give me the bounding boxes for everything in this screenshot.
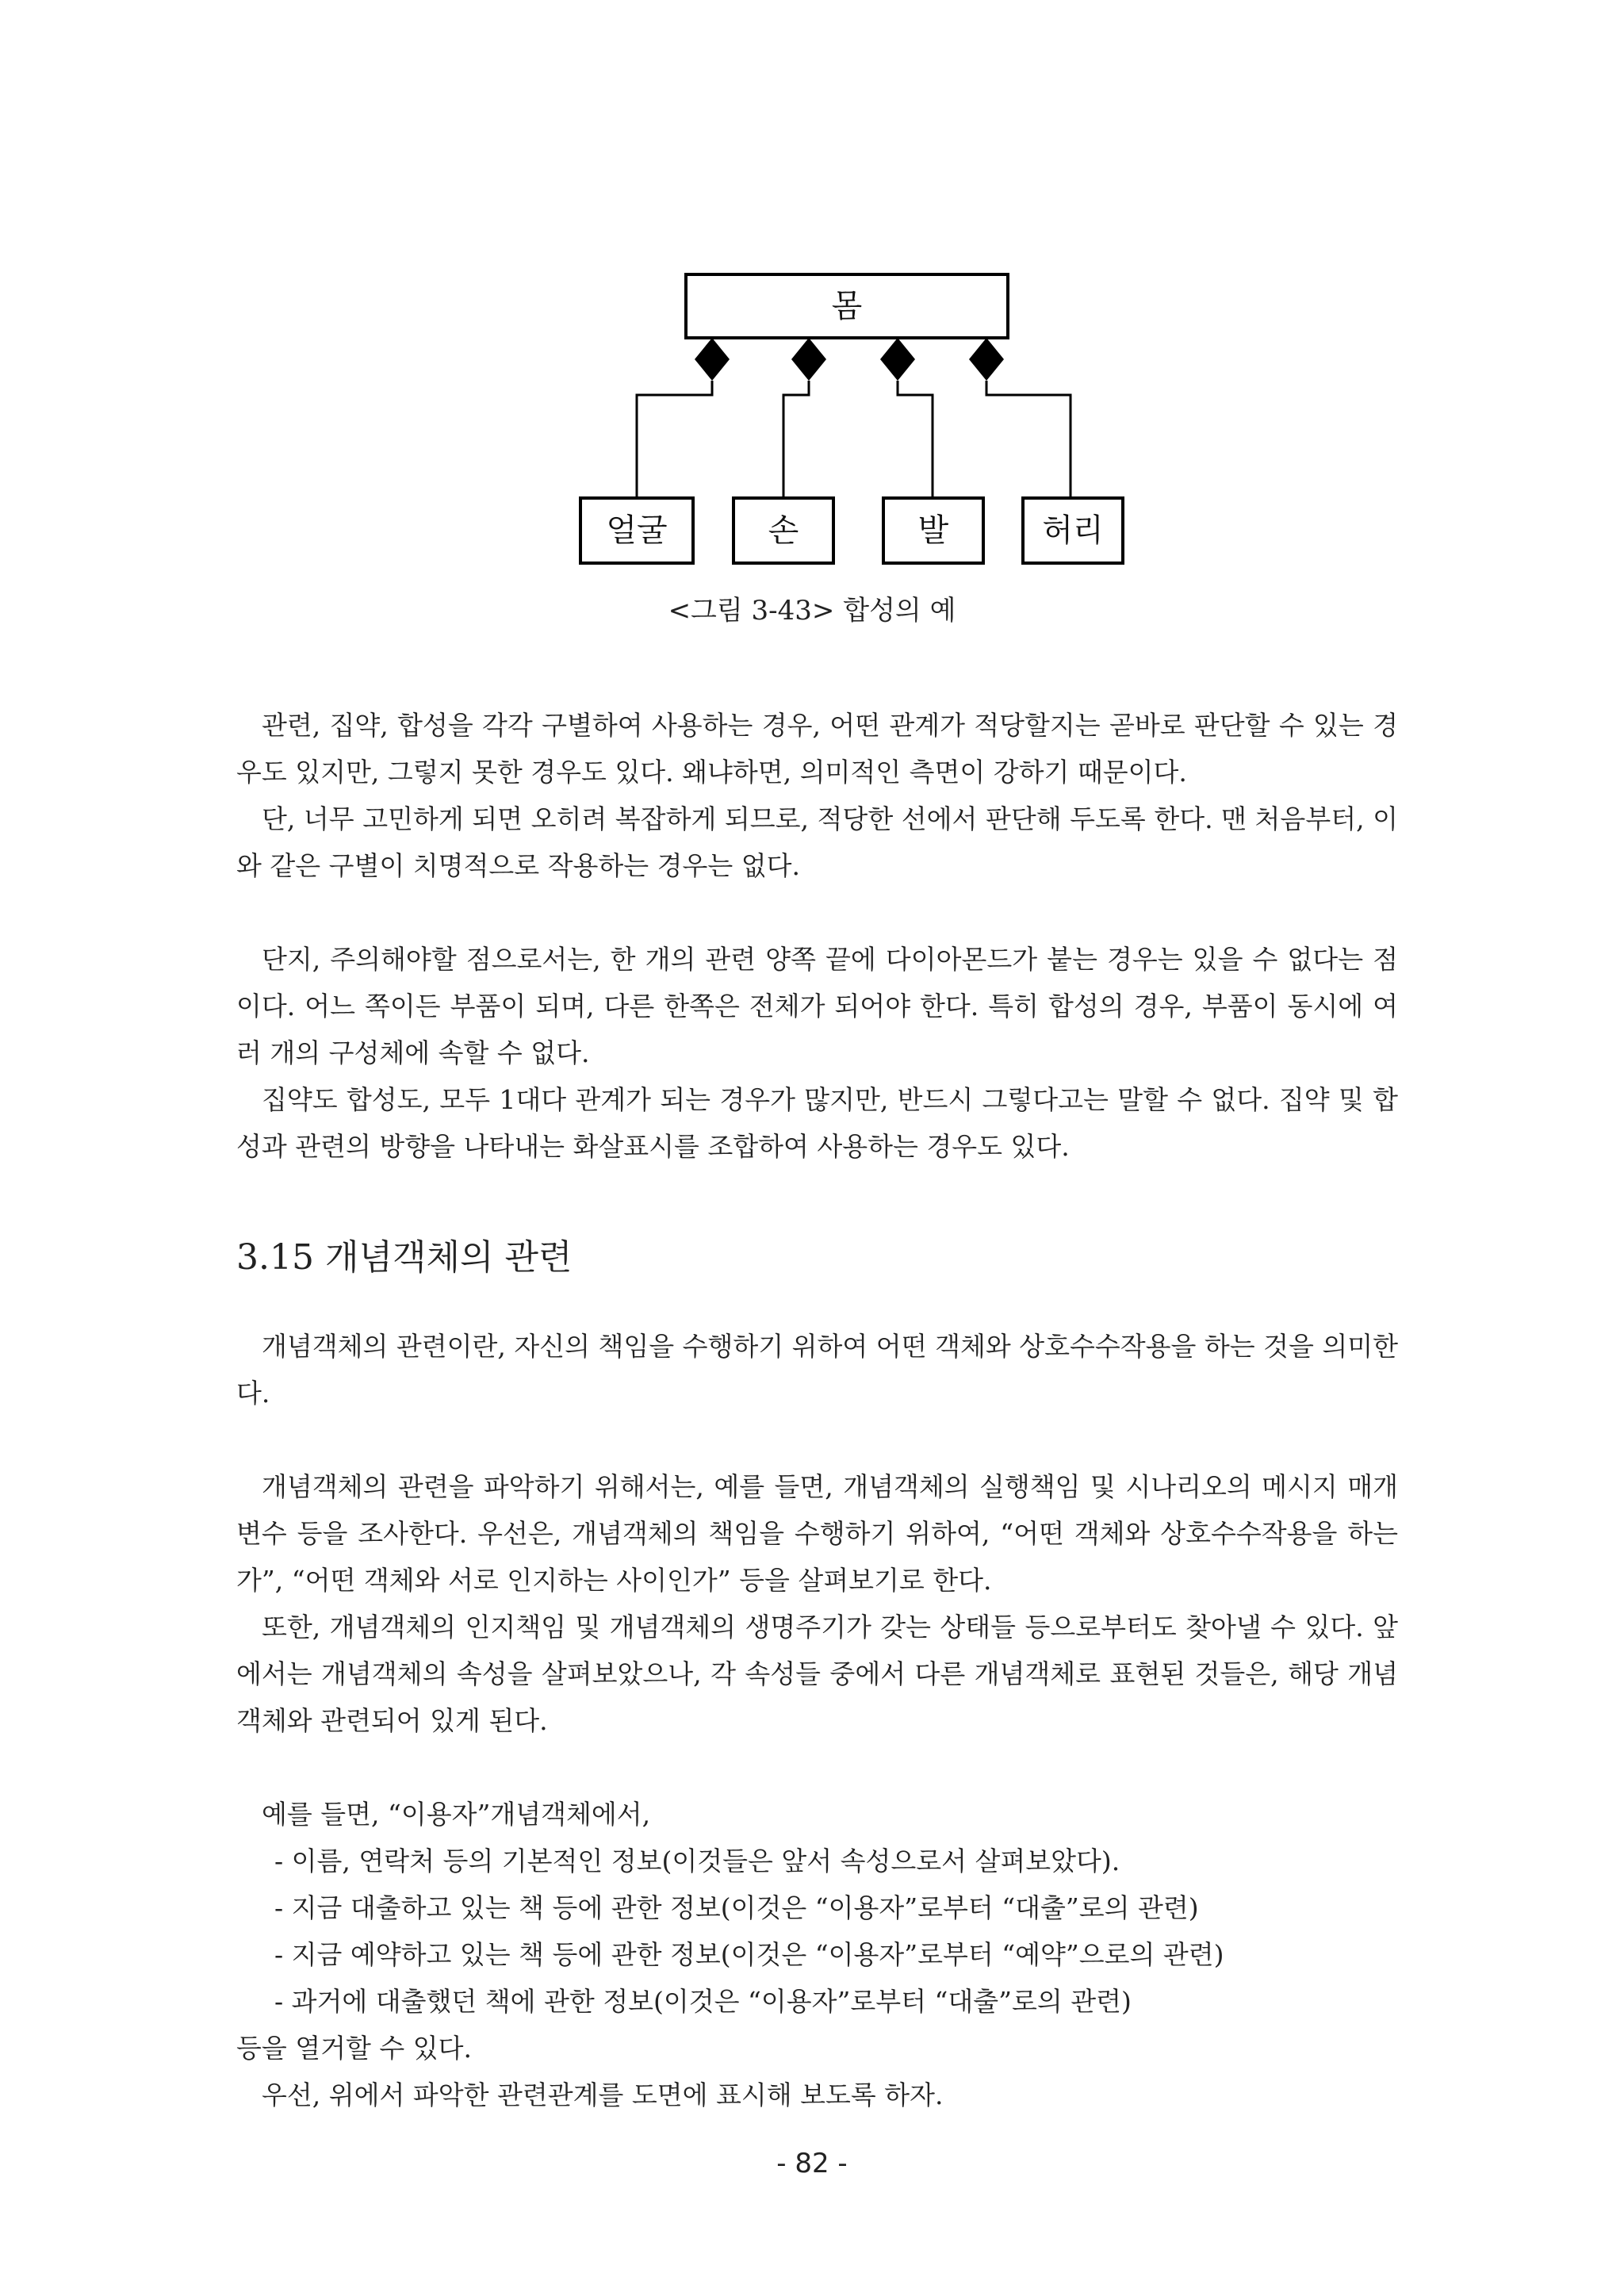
whole-box-label: 몸 xyxy=(831,288,863,324)
paragraph: 우선, 위에서 파악한 관련관계를 도면에 표시해 보도록 하자. xyxy=(262,2079,944,2110)
paragraph: 집약도 합성도, 모두 1대다 관계가 되는 경우가 많지만, 반드시 그렇다고는 말할 수 없다. 집약 및 합성과 관련의 방향을 나타내는 화살표시를 조합하여 사용하는 경우도 있다. xyxy=(236,1084,1398,1162)
list-item: - 지금 예약하고 있는 책 등에 관한 정보(이것은 “이용자”로부터 “예약”으로의 관련) xyxy=(274,1939,1224,1970)
part-box-label-hand: 손 xyxy=(768,512,799,549)
composition-diagram xyxy=(571,262,1142,579)
paragraph: 또한, 개념객체의 인지책임 및 개념객체의 생명주기가 갖는 상태들 등으로부터도 찾아낼 수 있다. 앞에서는 개념객체의 속성을 살펴보았으나, 각 속성들 중에서 다른 개념객체로 표현된 것들은, 해당 개념객체와 관련되어 있게 된다. xyxy=(236,1612,1398,1736)
part-box-label-face: 얼굴 xyxy=(606,512,668,549)
section-heading: 3.15 개념객체의 관련 xyxy=(236,1237,573,1278)
paragraph: 단, 너무 고민하게 되면 오히려 복잡하게 되므로, 적당한 선에서 판단해 두도록 한다. 맨 처음부터, 이와 같은 구별이 치명적으로 작용하는 경우는 없다. xyxy=(236,803,1398,881)
paragraph: 개념객체의 관련을 파악하기 위해서는, 예를 들면, 개념객체의 실행책임 및 시나리오의 메시지 매개변수 등을 조사한다. 우선은, 개념객체의 책임을 수행하기 위하여, “어떤 객체와 상호수수작용을 하는가”, “어떤 객체와 서로 인지하는 사이인가” 등을 살펴보기로 한다. xyxy=(236,1471,1398,1596)
paragraph: 관련, 집약, 합성을 각각 구별하여 사용하는 경우, 어떤 관계가 적당할지는 곧바로 판단할 수 있는 경우도 있지만, 그렇지 못한 경우도 있다. 왜냐하면, 의미적인 측면이 강하기 때문이다. xyxy=(236,710,1398,788)
paragraph: 단지, 주의해야할 점으로서는, 한 개의 관련 양쪽 끝에 다이아몬드가 붙는 경우는 있을 수 없다는 점이다. 어느 쪽이든 부품이 되며, 다른 한쪽은 전체가 되어야 한다. 특히 합성의 경우, 부품이 동시에 여러 개의 구성체에 속할 수 없다. xyxy=(236,944,1398,1068)
part-box-label-foot: 발 xyxy=(917,512,949,549)
paragraph: 개념객체의 관련이란, 자신의 책임을 수행하기 위하여 어떤 객체와 상호수수작용을 하는 것을 의미한다. xyxy=(236,1331,1398,1409)
body-text-1 xyxy=(236,702,1398,1170)
list-item: - 이름, 연락처 등의 기본적인 정보(이것들은 앞서 속성으로서 살펴보았다). xyxy=(274,1846,1120,1876)
page-number: - 82 - xyxy=(776,2148,848,2179)
part-box-label-waist: 허리 xyxy=(1042,512,1104,549)
figure-caption: <그림 3-43> 합성의 예 xyxy=(668,595,956,627)
body-text-2 xyxy=(236,1323,1398,2118)
paragraph: 예를 들면, “이용자”개념객체에서, xyxy=(262,1799,651,1830)
list-item: - 지금 대출하고 있는 책 등에 관한 정보(이것은 “이용자”로부터 “대출”로의 관련) xyxy=(274,1892,1199,1923)
list-item: - 과거에 대출했던 책에 관한 정보(이것은 “이용자”로부터 “대출”로의 관련) xyxy=(274,1986,1132,2017)
paragraph: 등을 열거할 수 있다. xyxy=(236,2033,472,2064)
